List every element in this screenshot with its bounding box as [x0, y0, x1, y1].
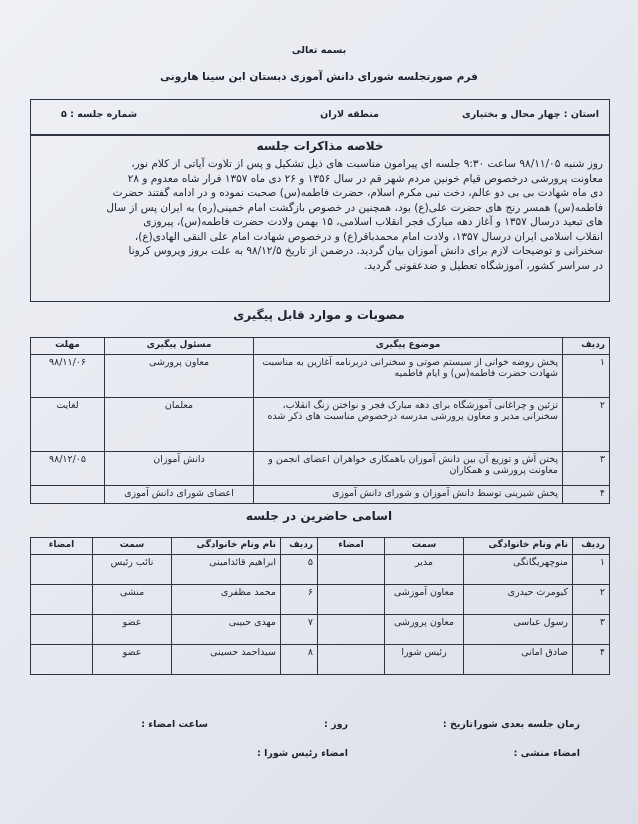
attendee-name: محمد مظفری: [172, 585, 281, 615]
attendee-role: مدیر: [385, 555, 464, 585]
col-header: سمت: [385, 538, 464, 555]
attendee-role: معاون آموزشی: [385, 585, 464, 615]
resolutions-heading: مصوبات و موارد قابل پیگیری: [233, 308, 405, 322]
summary-line: روز شنبه ۹۸/۱۱/۰۵ ساعت ۹:۳۰ جلسه ای پیرامون مناسبت های ذیل تشکیل و پس از تلاوت آیاتی از کلام نور،: [131, 158, 603, 170]
row-responsible: اعضای شورای دانش آموزی: [105, 486, 254, 504]
session-number: شماره جلسه : ۵: [61, 109, 138, 120]
summary-line: معاونت پرورشی درخصوص قیام خونین مردم شهر قم در سال ۱۳۵۶ و ۲۶ دی ماه ۱۳۵۷ فرار شاه معدوم و ۲۸: [127, 172, 603, 185]
signature-cell: [318, 615, 385, 645]
attendee-name: رسول عباسی: [464, 615, 573, 645]
table-row: [31, 355, 610, 398]
row-deadline: لغایت: [31, 398, 105, 452]
row-number: ۸: [281, 645, 318, 675]
row-subject: پختن آش و توزیع آن بین دانش آموزان باهمکاری خواهران اعضای انجمن و معاونت پرورشی و همکاران: [254, 452, 563, 486]
basmala: بسمه تعالی: [291, 45, 347, 56]
row-number: ۲: [573, 585, 610, 615]
summary-box: [30, 135, 610, 302]
col-header: ردیف: [563, 338, 610, 355]
row-deadline: ۹۸/۱۲/۰۵: [31, 452, 105, 486]
summary-line: دی ماه شهادت بی بی دو عالم، دخت نبی مکرم اسلام، حضرت فاطمه(س) صحبت نموده و در ادامه گفتند حضرت: [112, 187, 603, 199]
col-header: امضاء: [318, 538, 385, 555]
attendee-role: عضو: [93, 645, 172, 675]
row-number: ۴: [573, 645, 610, 675]
table-header-row: [31, 538, 610, 555]
signature-cell: [318, 645, 385, 675]
row-number: ۴: [563, 486, 610, 504]
table-header-row: [31, 338, 610, 355]
row-number: ۷: [281, 615, 318, 645]
table-row: [31, 398, 610, 452]
row-deadline: ۹۸/۱۱/۰۶: [31, 355, 105, 398]
summary-line: سخنرانی و توضیحات لازم برای دانش آموزان بیان گردید. درضمن از تاریخ ۹۸/۱۲/۵ به علت بروز ویروس کرونا: [128, 245, 603, 257]
attendee-name: منوچهریگانگی: [464, 555, 573, 585]
attendee-name: ابراهیم قائدامینی: [172, 555, 281, 585]
col-header: سمت: [93, 538, 172, 555]
signature-cell: [318, 555, 385, 585]
row-number: ۲: [563, 398, 610, 452]
summary-text: [31, 153, 609, 273]
row-subject: پخش شیرینی توسط دانش آموزان و شورای دانش آموزی: [254, 486, 563, 504]
table-row: [31, 452, 610, 486]
attendee-role: نائب رئیس: [93, 555, 172, 585]
attendee-role: عضو: [93, 615, 172, 645]
time-sign-label: ساعت امضاء :: [141, 719, 208, 730]
row-number: ۶: [281, 585, 318, 615]
resolutions-table: [30, 337, 610, 504]
next-session-label: زمان جلسه بعدی شورا: [473, 719, 580, 730]
table-row: [31, 486, 610, 504]
attendee-role: معاون پرورشی: [385, 615, 464, 645]
col-header: امضاء: [31, 538, 93, 555]
row-number: ۱: [573, 555, 610, 585]
attendees-heading: اسامی حاضرین در جلسه: [245, 509, 393, 523]
day-label: روز :: [324, 719, 348, 730]
secretary-sign-label: امضاء منشی :: [513, 748, 580, 759]
attendee-role: رئیس شورا: [385, 645, 464, 675]
row-responsible: معلمان: [105, 398, 254, 452]
attendee-name: مهدی حبیبی: [172, 615, 281, 645]
col-header: نام ونام خانوادگی: [464, 538, 573, 555]
region-label: منطقه لاران: [320, 109, 379, 120]
row-subject: پخش روضه خوانی از سیستم صوتی و سخنرانی دربرنامه آغازین به مناسبت شهادت حضرت فاطمه(س) و ایام فاطمیه: [254, 355, 563, 398]
col-header: ردیف: [573, 538, 610, 555]
col-header: نام ونام خانوادگی: [172, 538, 281, 555]
attendee-role: منشی: [93, 585, 172, 615]
col-header: مسئول پیگیری: [105, 338, 254, 355]
row-subject: تزئین و چراغانی آموزشگاه برای دهه مبارک فجر و نواختن زنگ انقلاب، سخنرانی مدیر و معاون پرورشی مدرسه درخصوص مناسبت های ذکر شده: [254, 398, 563, 452]
row-responsible: معاون پرورشی: [105, 355, 254, 398]
col-header: موضوع پیگیری: [254, 338, 563, 355]
chair-sign-label: امضاء رئیس شورا :: [256, 748, 348, 759]
table-row: [31, 645, 610, 675]
attendee-name: کیومرث حیدری: [464, 585, 573, 615]
row-number: ۱: [563, 355, 610, 398]
table-row: [31, 555, 610, 585]
signature-cell: [31, 585, 93, 615]
attendee-name: سیداحمد حسینی: [172, 645, 281, 675]
signature-cell: [318, 585, 385, 615]
row-number: ۵: [281, 555, 318, 585]
summary-line: فاطمه(س) همسر رنج های حضرت علی(ع) بود، همچنین در خصوص بازگشت امام خمینی(ره) به ایران پس از سال: [106, 201, 603, 214]
row-number: ۳: [573, 615, 610, 645]
row-number: ۳: [563, 452, 610, 486]
col-header: مهلت: [31, 338, 105, 355]
col-header: ردیف: [281, 538, 318, 555]
table-row: [31, 615, 610, 645]
signature-cell: [31, 555, 93, 585]
signature-cell: [31, 615, 93, 645]
info-box: [30, 99, 610, 135]
summary-line: انقلاب اسلامی ایران درسال ۱۳۵۷، ولادت امام محمدباقر(ع) و درخصوص شهادت امام علی النقی الهادی(ع)،: [134, 230, 603, 243]
attendees-table: [30, 537, 610, 675]
table-row: [31, 585, 610, 615]
summary-line: در سراسر کشور، آموزشگاه تعطیل و ضدعفونی گردید.: [364, 259, 603, 272]
row-responsible: دانش آموزان: [105, 452, 254, 486]
date-label: تاریخ :: [442, 719, 473, 730]
row-deadline: [31, 486, 105, 504]
province-label: استان : چهار محال و بختیاری: [462, 109, 599, 120]
form-title: فرم صورتجلسه شورای دانش آموزی دبستان ابن سینا هارونی: [160, 71, 478, 83]
attendee-name: صادق امانی: [464, 645, 573, 675]
summary-heading: خلاصه مذاکرات جلسه: [256, 139, 384, 153]
summary-line: های تبعید درسال ۱۳۵۷ و آغاز دهه مبارک فجر انقلاب اسلامی، ۱۵ بهمن ولادت حضرت فاطمه(س)، پیروزی: [143, 216, 603, 228]
signature-cell: [31, 645, 93, 675]
